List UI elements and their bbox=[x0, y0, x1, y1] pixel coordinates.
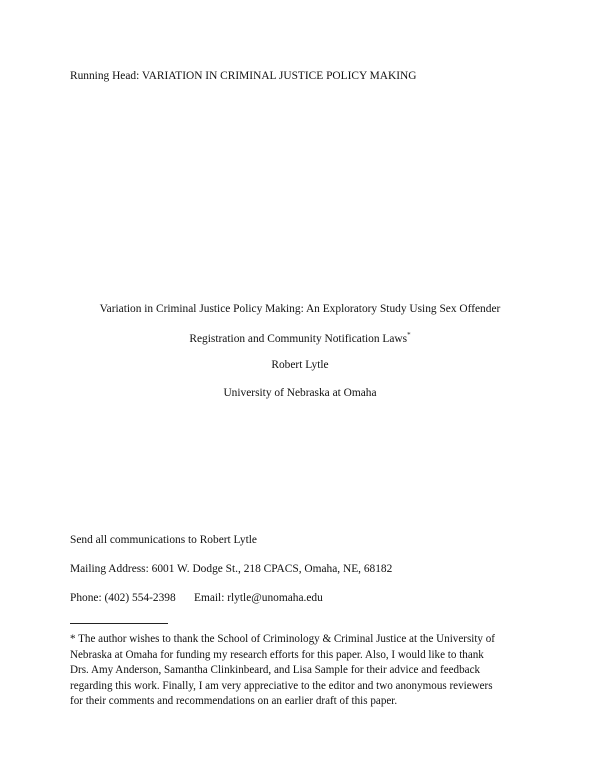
title-footnote-marker: * bbox=[407, 331, 411, 339]
email: Email: rlytle@unomaha.edu bbox=[194, 592, 323, 604]
phone: Phone: (402) 554-2398 bbox=[70, 592, 176, 604]
mailing-address: Mailing Address: 6001 W. Dodge St., 218 CPACS, Omaha, NE, 68182 bbox=[70, 563, 393, 575]
author-affiliation: University of Nebraska at Omaha bbox=[223, 387, 377, 399]
footnote bbox=[70, 632, 540, 710]
footnote-line: Drs. Amy Anderson, Samantha Clinkinbeard, and Lisa Sample for their advice and feedback bbox=[70, 664, 481, 677]
send-communications: Send all communications to Robert Lytle bbox=[70, 534, 257, 546]
footnote-line: for their comments and recommendations on an earlier draft of this paper. bbox=[70, 695, 398, 708]
title-line-1: Variation in Criminal Justice Policy Making: An Exploratory Study Using Sex Offender bbox=[99, 303, 501, 315]
footnote-divider bbox=[70, 623, 168, 624]
footnote-line: * The author wishes to thank the School of Criminology & Criminal Justice at the University of bbox=[70, 633, 495, 645]
title-line-2 bbox=[0, 331, 600, 345]
title-line-2-text: Registration and Community Notification Laws bbox=[189, 332, 408, 345]
footnote-line: Nebraska at Omaha for funding my research efforts for this paper. Also, I would like to thank bbox=[70, 648, 484, 661]
author-name: Robert Lytle bbox=[271, 359, 329, 371]
running-head: Running Head: VARIATION IN CRIMINAL JUSTICE POLICY MAKING bbox=[70, 70, 417, 82]
footnote-line: regarding this work. Finally, I am very appreciative to the editor and two anonymous reviewers bbox=[70, 679, 493, 692]
